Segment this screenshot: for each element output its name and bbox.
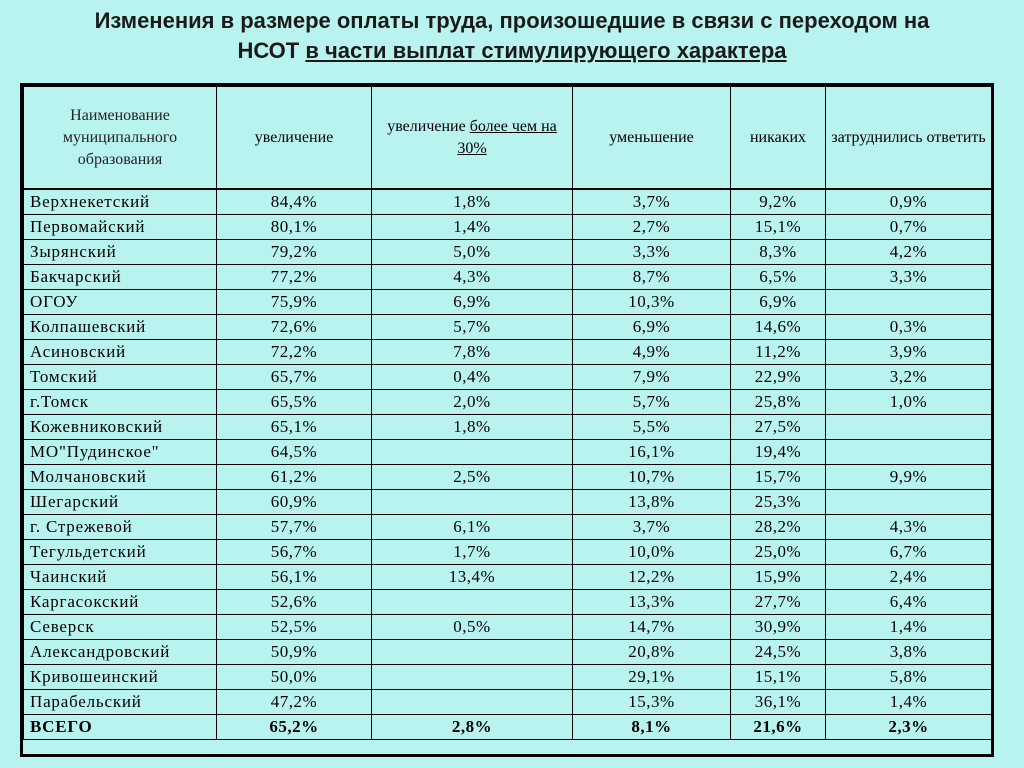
cell-increase: 65,7%: [217, 365, 372, 390]
cell-difficult: [826, 440, 992, 465]
cell-none: 15,1%: [731, 215, 826, 240]
cell-increase-more: 4,3%: [372, 265, 573, 290]
table-total-row: [24, 715, 992, 740]
cell-difficult: 0,7%: [826, 215, 992, 240]
cell-increase-more: [372, 665, 573, 690]
cell-increase: 60,9%: [217, 490, 372, 515]
page-title: [0, 6, 1024, 66]
cell-increase-more: 13,4%: [372, 565, 573, 590]
cell-decrease: 8,7%: [573, 265, 731, 290]
cell-difficult: 3,3%: [826, 265, 992, 290]
cell-name: Молчановский: [24, 465, 217, 490]
cell-increase: 56,7%: [217, 540, 372, 565]
total-cell-difficult: 2,3%: [826, 715, 992, 740]
cell-name: Шегарский: [24, 490, 217, 515]
cell-name: Каргасокский: [24, 590, 217, 615]
table-row: [24, 615, 992, 640]
cell-none: 6,9%: [731, 290, 826, 315]
cell-decrease: 6,9%: [573, 315, 731, 340]
cell-increase: 52,6%: [217, 590, 372, 615]
header-difficult: затруднились ответить: [826, 87, 992, 190]
cell-increase: 47,2%: [217, 690, 372, 715]
header-increase-more-underlined: более чем на 30%: [457, 117, 557, 157]
cell-decrease: 3,7%: [573, 515, 731, 540]
cell-name: Первомайский: [24, 215, 217, 240]
cell-increase-more: [372, 490, 573, 515]
cell-increase-more: [372, 440, 573, 465]
cell-difficult: 1,0%: [826, 390, 992, 415]
total-cell-increase-more: 2,8%: [372, 715, 573, 740]
cell-increase-more: 6,1%: [372, 515, 573, 540]
cell-increase: 75,9%: [217, 290, 372, 315]
cell-decrease: 15,3%: [573, 690, 731, 715]
cell-difficult: 0,9%: [826, 189, 992, 215]
cell-increase-more: 5,0%: [372, 240, 573, 265]
title-line-2-prefix: НСОТ: [237, 38, 306, 63]
title-line-1: Изменения в размере оплаты труда, произошедшие в связи с переходом на: [94, 8, 930, 33]
cell-difficult: 1,4%: [826, 690, 992, 715]
cell-increase-more: 2,5%: [372, 465, 573, 490]
cell-name: ОГОУ: [24, 290, 217, 315]
cell-name: Верхнекетский: [24, 189, 217, 215]
salary-change-table-frame: [20, 83, 994, 757]
table-body: [24, 189, 992, 740]
cell-none: 22,9%: [731, 365, 826, 390]
cell-none: 25,0%: [731, 540, 826, 565]
cell-difficult: 2,4%: [826, 565, 992, 590]
cell-increase: 65,1%: [217, 415, 372, 440]
table-row: [24, 590, 992, 615]
cell-decrease: 10,0%: [573, 540, 731, 565]
title-line-2-underlined: в части выплат стимулирующего характера: [305, 38, 787, 63]
total-cell-decrease: 8,1%: [573, 715, 731, 740]
table-row: [24, 315, 992, 340]
cell-increase-more: 1,4%: [372, 215, 573, 240]
cell-increase: 79,2%: [217, 240, 372, 265]
cell-none: 14,6%: [731, 315, 826, 340]
cell-difficult: 4,2%: [826, 240, 992, 265]
cell-decrease: 13,8%: [573, 490, 731, 515]
table-row: [24, 440, 992, 465]
cell-difficult: 1,4%: [826, 615, 992, 640]
table-row: [24, 365, 992, 390]
table-row: [24, 215, 992, 240]
cell-none: 28,2%: [731, 515, 826, 540]
table-row: [24, 690, 992, 715]
cell-none: 24,5%: [731, 640, 826, 665]
cell-decrease: 5,7%: [573, 390, 731, 415]
cell-name: Кожевниковский: [24, 415, 217, 440]
cell-none: 19,4%: [731, 440, 826, 465]
cell-name: Парабельский: [24, 690, 217, 715]
cell-name: г.Томск: [24, 390, 217, 415]
cell-increase: 72,2%: [217, 340, 372, 365]
cell-decrease: 16,1%: [573, 440, 731, 465]
cell-none: 27,7%: [731, 590, 826, 615]
cell-name: МО"Пудинское": [24, 440, 217, 465]
cell-difficult: [826, 290, 992, 315]
table-row: [24, 565, 992, 590]
cell-difficult: 3,8%: [826, 640, 992, 665]
cell-increase-more: [372, 640, 573, 665]
cell-increase-more: 1,8%: [372, 415, 573, 440]
cell-none: 6,5%: [731, 265, 826, 290]
cell-increase-more: 7,8%: [372, 340, 573, 365]
table-row: [24, 415, 992, 440]
table-header-row: [24, 87, 992, 190]
cell-name: Зырянский: [24, 240, 217, 265]
cell-increase-more: 6,9%: [372, 290, 573, 315]
cell-name: Чаинский: [24, 565, 217, 590]
header-none: никаких: [731, 87, 826, 190]
cell-increase: 80,1%: [217, 215, 372, 240]
cell-difficult: 6,4%: [826, 590, 992, 615]
cell-name: Северск: [24, 615, 217, 640]
total-cell-name: ВСЕГО: [24, 715, 217, 740]
cell-increase-more: [372, 690, 573, 715]
table-row: [24, 290, 992, 315]
cell-decrease: 3,3%: [573, 240, 731, 265]
cell-none: 15,1%: [731, 665, 826, 690]
table-row: [24, 189, 992, 215]
cell-decrease: 7,9%: [573, 365, 731, 390]
table-row: [24, 490, 992, 515]
header-increase-more-prefix: увеличение: [387, 117, 470, 135]
cell-difficult: [826, 415, 992, 440]
cell-name: Асиновский: [24, 340, 217, 365]
cell-difficult: 4,3%: [826, 515, 992, 540]
cell-name: Кривошеинский: [24, 665, 217, 690]
cell-increase: 61,2%: [217, 465, 372, 490]
total-cell-none: 21,6%: [731, 715, 826, 740]
cell-name: Тегульдетский: [24, 540, 217, 565]
cell-difficult: 5,8%: [826, 665, 992, 690]
cell-increase: 65,5%: [217, 390, 372, 415]
table-row: [24, 640, 992, 665]
cell-none: 36,1%: [731, 690, 826, 715]
table-row: [24, 665, 992, 690]
cell-increase: 50,9%: [217, 640, 372, 665]
cell-increase: 84,4%: [217, 189, 372, 215]
table-row: [24, 390, 992, 415]
cell-difficult: 3,2%: [826, 365, 992, 390]
cell-increase: 77,2%: [217, 265, 372, 290]
cell-none: 27,5%: [731, 415, 826, 440]
cell-none: 15,7%: [731, 465, 826, 490]
cell-none: 25,8%: [731, 390, 826, 415]
cell-name: г. Стрежевой: [24, 515, 217, 540]
cell-increase-more: 1,8%: [372, 189, 573, 215]
cell-increase-more: 5,7%: [372, 315, 573, 340]
table-row: [24, 265, 992, 290]
cell-difficult: 0,3%: [826, 315, 992, 340]
cell-none: 25,3%: [731, 490, 826, 515]
cell-difficult: [826, 490, 992, 515]
title-line-2: [0, 36, 1024, 66]
cell-increase: 57,7%: [217, 515, 372, 540]
cell-increase-more: [372, 590, 573, 615]
cell-decrease: 14,7%: [573, 615, 731, 640]
table-row: [24, 515, 992, 540]
cell-decrease: 4,9%: [573, 340, 731, 365]
cell-increase: 56,1%: [217, 565, 372, 590]
cell-increase-more: 0,4%: [372, 365, 573, 390]
table-row: [24, 340, 992, 365]
header-increase-more: [372, 87, 573, 190]
total-cell-increase: 65,2%: [217, 715, 372, 740]
cell-increase-more: 1,7%: [372, 540, 573, 565]
cell-difficult: 9,9%: [826, 465, 992, 490]
cell-decrease: 29,1%: [573, 665, 731, 690]
salary-change-table: [23, 86, 992, 740]
cell-increase: 50,0%: [217, 665, 372, 690]
cell-decrease: 3,7%: [573, 189, 731, 215]
cell-decrease: 10,7%: [573, 465, 731, 490]
cell-increase-more: 0,5%: [372, 615, 573, 640]
cell-none: 30,9%: [731, 615, 826, 640]
cell-name: Томский: [24, 365, 217, 390]
header-decrease: уменьшение: [573, 87, 731, 190]
cell-increase: 64,5%: [217, 440, 372, 465]
cell-none: 15,9%: [731, 565, 826, 590]
cell-decrease: 2,7%: [573, 215, 731, 240]
header-increase: увеличение: [217, 87, 372, 190]
cell-name: Бакчарский: [24, 265, 217, 290]
cell-difficult: 6,7%: [826, 540, 992, 565]
cell-increase-more: 2,0%: [372, 390, 573, 415]
cell-none: 8,3%: [731, 240, 826, 265]
cell-decrease: 5,5%: [573, 415, 731, 440]
cell-decrease: 10,3%: [573, 290, 731, 315]
table-row: [24, 540, 992, 565]
cell-decrease: 13,3%: [573, 590, 731, 615]
cell-none: 9,2%: [731, 189, 826, 215]
cell-name: Александровский: [24, 640, 217, 665]
cell-increase: 72,6%: [217, 315, 372, 340]
cell-difficult: 3,9%: [826, 340, 992, 365]
cell-decrease: 12,2%: [573, 565, 731, 590]
cell-none: 11,2%: [731, 340, 826, 365]
table-row: [24, 240, 992, 265]
cell-decrease: 20,8%: [573, 640, 731, 665]
table-row: [24, 465, 992, 490]
header-name: Наименование муниципального образования: [24, 87, 217, 190]
cell-increase: 52,5%: [217, 615, 372, 640]
cell-name: Колпашевский: [24, 315, 217, 340]
